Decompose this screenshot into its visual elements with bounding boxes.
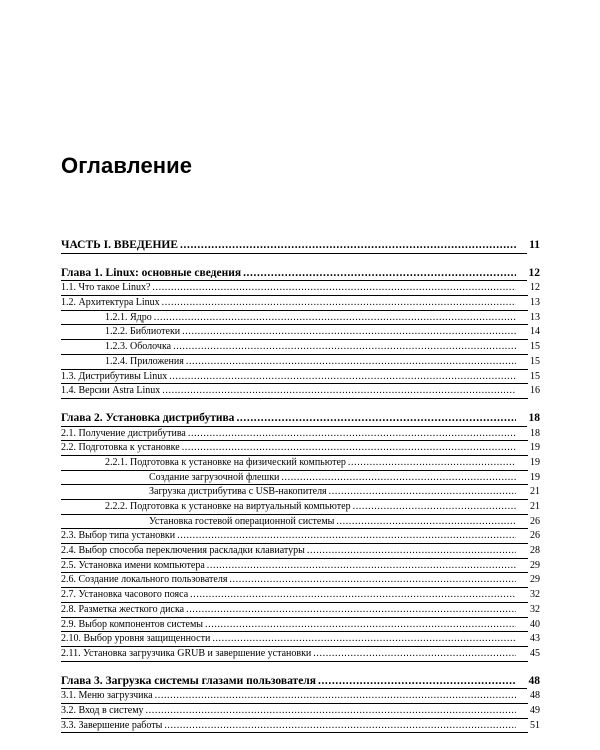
toc-entry-title: 3.2. Вход в систему bbox=[61, 704, 144, 716]
toc-leader-dots bbox=[61, 618, 516, 633]
toc-page-number: 21 bbox=[528, 485, 540, 500]
toc-entry-title: 3.3. Завершение работы bbox=[61, 719, 163, 731]
toc-page-number: 13 bbox=[528, 311, 540, 326]
toc-leader-dots bbox=[61, 296, 516, 311]
toc-entry-title: 2.8. Разметка жесткого диска bbox=[61, 603, 185, 615]
toc-entry-row[interactable] bbox=[61, 559, 540, 574]
toc-entry-title: 3.1. Меню загрузчика bbox=[61, 690, 153, 702]
toc-entry-row[interactable] bbox=[61, 427, 540, 442]
toc-entry-title: 1.3. Дистрибутивы Linux bbox=[61, 370, 168, 382]
toc-gap bbox=[61, 254, 540, 266]
toc-entry-title: Загрузка дистрибутива с USB-накопителя bbox=[149, 486, 327, 498]
toc-leader-dots bbox=[61, 632, 516, 647]
toc-page-number: 49 bbox=[528, 704, 540, 719]
toc-chapter-row[interactable] bbox=[61, 674, 540, 690]
toc-entry-title: 1.2.4. Приложения bbox=[105, 355, 184, 367]
toc-entry-row[interactable] bbox=[61, 719, 540, 734]
toc-entry-row[interactable] bbox=[61, 311, 540, 326]
toc-page-number: 14 bbox=[528, 325, 540, 340]
toc-entry-row[interactable] bbox=[61, 647, 540, 662]
toc-entry-row[interactable] bbox=[61, 544, 540, 559]
toc-leader-dots bbox=[61, 573, 516, 588]
toc-leader-dots bbox=[61, 704, 516, 719]
toc-entry-title: 1.2.2. Библиотеки bbox=[105, 326, 181, 338]
toc-page-number: 26 bbox=[528, 529, 540, 544]
toc-page-number: 26 bbox=[528, 515, 540, 530]
toc-entry-row[interactable] bbox=[61, 485, 540, 500]
toc-chapter-row[interactable] bbox=[61, 238, 540, 254]
toc-entry-title: Глава 1. Linux: основные сведения bbox=[61, 266, 242, 279]
toc-entry-row[interactable] bbox=[61, 573, 540, 588]
toc-leader-dots bbox=[61, 529, 516, 544]
toc-entry-title: 1.1. Что такое Linux? bbox=[61, 282, 151, 294]
toc-page-number: 15 bbox=[528, 340, 540, 355]
toc-entry-title: 2.9. Выбор компонентов системы bbox=[61, 618, 204, 630]
toc-entry-row[interactable] bbox=[61, 704, 540, 719]
toc-page-number: 18 bbox=[527, 411, 541, 427]
toc-leader-dots bbox=[61, 370, 516, 385]
toc-entry-row[interactable] bbox=[61, 384, 540, 399]
toc-leader-dots bbox=[61, 456, 516, 471]
toc-page-number: 15 bbox=[528, 370, 540, 385]
toc-entry-title: 2.1. Получение дистрибутива bbox=[61, 427, 186, 439]
toc-page-number: 19 bbox=[528, 441, 540, 456]
toc-entry-title: 2.3. Выбор типа установки bbox=[61, 530, 176, 542]
toc-entry-row[interactable] bbox=[61, 456, 540, 471]
toc-page-number: 19 bbox=[528, 471, 540, 486]
toc-gap bbox=[61, 662, 540, 674]
toc-entry-title: 2.2.2. Подготовка к установке на виртуальный компьютер bbox=[105, 501, 351, 512]
toc-entry-title: 2.5. Установка имени компьютера bbox=[61, 559, 205, 571]
toc-entry-row[interactable] bbox=[61, 325, 540, 340]
toc-page-number: 40 bbox=[528, 618, 540, 633]
toc-page-number: 18 bbox=[528, 427, 540, 442]
toc-entry-row[interactable] bbox=[61, 689, 540, 704]
toc-leader-dots bbox=[61, 325, 516, 340]
toc-page-number: 48 bbox=[528, 689, 540, 704]
toc-entry-title: Глава 3. Загрузка системы глазами пользователя bbox=[61, 674, 316, 687]
toc-entry-row[interactable] bbox=[61, 515, 540, 530]
toc-page-number: 48 bbox=[527, 674, 541, 690]
toc-leader-dots bbox=[61, 384, 516, 399]
toc-entry-row[interactable] bbox=[61, 618, 540, 633]
toc-page-number: 29 bbox=[528, 559, 540, 574]
toc-entry-title: 2.2. Подготовка к установке bbox=[61, 442, 180, 454]
toc-leader-dots bbox=[61, 647, 516, 662]
toc-entry-title: 1.4. Версии Astra Linux bbox=[61, 385, 161, 397]
toc-entry-row[interactable] bbox=[61, 471, 540, 486]
toc-entry-title: 1.2. Архитектура Linux bbox=[61, 297, 160, 309]
toc-leader-dots bbox=[61, 588, 516, 603]
toc-entry-title: 2.11. Установка загрузчика GRUB и завершение установки bbox=[61, 647, 312, 659]
toc-entry-row[interactable] bbox=[61, 355, 540, 370]
toc-page-number: 32 bbox=[528, 588, 540, 603]
toc-leader-dots bbox=[61, 674, 516, 690]
toc-leader-dots bbox=[61, 544, 516, 559]
toc-entry-row[interactable] bbox=[61, 296, 540, 311]
toc-page-number: 11 bbox=[527, 238, 540, 254]
toc-entry-row[interactable] bbox=[61, 370, 540, 385]
toc-entry-title: Создание загрузочной флешки bbox=[149, 471, 280, 483]
toc-page-number: 12 bbox=[527, 266, 541, 282]
toc-chapter-row[interactable] bbox=[61, 266, 540, 282]
toc-leader-dots bbox=[61, 471, 516, 486]
toc-leader-dots bbox=[61, 719, 516, 734]
toc-leader-dots bbox=[61, 485, 516, 500]
toc-leader-dots bbox=[61, 411, 516, 427]
toc-page-number: 21 bbox=[528, 500, 540, 515]
toc-page-number: 15 bbox=[528, 355, 540, 370]
toc-entry-title: 2.10. Выбор уровня защищенности bbox=[61, 633, 211, 645]
toc-page-number: 16 bbox=[528, 384, 540, 399]
toc-chapter-row[interactable] bbox=[61, 411, 540, 427]
toc-entry-row[interactable] bbox=[61, 529, 540, 544]
toc-leader-dots bbox=[61, 500, 516, 515]
toc-entry-row[interactable] bbox=[61, 632, 540, 647]
toc-leader-dots bbox=[61, 427, 516, 442]
toc-page-number: 51 bbox=[528, 719, 540, 734]
toc-entry-row[interactable] bbox=[61, 281, 540, 296]
toc-entry-row[interactable] bbox=[61, 588, 540, 603]
toc-leader-dots bbox=[61, 603, 516, 618]
toc-page-number: 43 bbox=[528, 632, 540, 647]
toc-entry-title: Установка гостевой операционной системы bbox=[149, 515, 335, 527]
toc-leader-dots bbox=[61, 238, 516, 254]
toc-gap bbox=[61, 399, 540, 411]
toc-entry-title: Глава 2. Установка дистрибутива bbox=[61, 411, 235, 424]
toc-leader-dots bbox=[61, 355, 516, 370]
toc-leader-dots bbox=[61, 266, 516, 282]
toc-entry-title: 2.4. Выбор способа переключения раскладки клавиатуры bbox=[61, 545, 305, 557]
toc-entry-title: 2.6. Создание локального пользователя bbox=[61, 574, 228, 586]
toc-page-number: 29 bbox=[528, 573, 540, 588]
toc-page-number: 32 bbox=[528, 603, 540, 618]
toc-entry-row[interactable] bbox=[61, 441, 540, 456]
toc-leader-dots bbox=[61, 689, 516, 704]
toc-entry-title: 2.2.1. Подготовка к установке на физический компьютер bbox=[105, 456, 346, 468]
toc-entry-title: 1.2.3. Оболочка bbox=[105, 341, 172, 353]
toc-leader-dots bbox=[61, 340, 516, 355]
toc-page-number: 28 bbox=[528, 544, 540, 559]
toc-page-number: 13 bbox=[528, 296, 540, 311]
toc-leader-dots bbox=[61, 559, 516, 574]
toc-entry-row[interactable] bbox=[61, 500, 540, 515]
page-title: Оглавление bbox=[61, 153, 193, 178]
toc-entry-title: 1.2.1. Ядро bbox=[105, 311, 152, 323]
toc-leader-dots bbox=[61, 281, 516, 296]
toc-entry-row[interactable] bbox=[61, 603, 540, 618]
toc-page-number: 45 bbox=[528, 647, 540, 662]
toc-entry-row[interactable] bbox=[61, 340, 540, 355]
table-of-contents bbox=[61, 238, 540, 733]
toc-leader-dots bbox=[61, 515, 516, 530]
toc-entry-title: ЧАСТЬ I. ВВЕДЕНИЕ bbox=[61, 239, 179, 251]
toc-leader-dots bbox=[61, 311, 516, 326]
toc-page-number: 12 bbox=[528, 281, 540, 296]
toc-page-number: 19 bbox=[528, 456, 540, 471]
toc-entry-title: 2.7. Установка часового пояса bbox=[61, 589, 189, 601]
toc-leader-dots bbox=[61, 441, 516, 456]
